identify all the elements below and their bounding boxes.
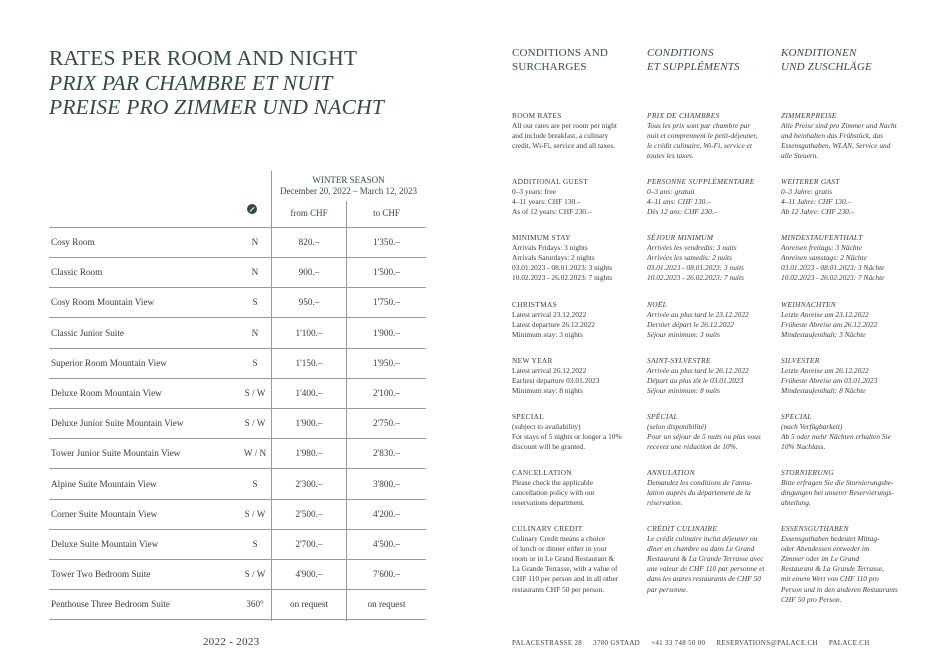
room-name: Corner Suite Mountain View bbox=[51, 508, 158, 519]
condition-text: (nach Verfügbarkeit) bbox=[781, 422, 843, 432]
condition-heading: STORNIERUNG bbox=[781, 468, 834, 477]
condition-text: Letzte Anreise am 23.12.2022 bbox=[781, 310, 869, 320]
year-label: 2022 - 2023 bbox=[203, 636, 260, 648]
price-from: 1'100.– bbox=[295, 327, 323, 338]
condition-block bbox=[647, 300, 771, 340]
condition-text: 03.01.2023 - 08.01.2023: 3 nuits bbox=[647, 263, 744, 273]
condition-text: Anreisen samstags: 2 Nächte bbox=[781, 253, 867, 263]
orientation: S / W bbox=[244, 508, 266, 519]
condition-heading: ZIMMERPREISE bbox=[781, 111, 837, 120]
condition-text: reservations department. bbox=[512, 498, 585, 508]
price-from: 2'500.– bbox=[295, 508, 323, 519]
orientation: N bbox=[251, 237, 259, 247]
orientation: S bbox=[252, 539, 258, 549]
footer-web: PALACE.CH bbox=[828, 639, 870, 647]
condition-heading: ANNULATION bbox=[647, 468, 695, 477]
condition-text: Arrivées les samedis: 2 nuits bbox=[647, 253, 732, 263]
price-to: 3'800.– bbox=[373, 478, 400, 489]
price-to: 1'900.– bbox=[373, 327, 400, 338]
condition-text: room or in Le Grand Restaurant & bbox=[512, 554, 615, 564]
condition-text: Arrivée au plus tard le 23.12.2022 bbox=[647, 310, 749, 320]
condition-text: Arrivée au plus tard le 26.12.2022 bbox=[647, 366, 749, 376]
condition-block bbox=[512, 524, 636, 595]
price-from: 2'300.– bbox=[295, 478, 323, 489]
price-to: 1'750.– bbox=[373, 297, 400, 308]
condition-text: Earliest departure 03.01.2023 bbox=[512, 376, 600, 386]
room-name: Classic Junior Suite bbox=[51, 327, 124, 338]
price-from: 1'400.– bbox=[295, 388, 323, 398]
condition-text: discount will be granted. bbox=[512, 442, 586, 452]
condition-block bbox=[781, 177, 905, 217]
table-row bbox=[49, 438, 426, 469]
condition-heading: SILVESTER bbox=[781, 356, 820, 365]
condition-text: For stays of 5 nights or longer a 10% bbox=[512, 432, 622, 442]
table-row bbox=[49, 287, 426, 318]
condition-text: Latest arrival 26.12.2022 bbox=[512, 366, 587, 376]
condition-text: Früheste Abreise am 26.12.2022 bbox=[781, 320, 878, 330]
condition-text: Pour un séjour de 5 nuits ou plus vous bbox=[647, 432, 761, 442]
orientation: N bbox=[251, 267, 259, 278]
condition-heading: SPECIAL bbox=[512, 412, 545, 421]
price-to: 2'750.– bbox=[373, 418, 400, 429]
condition-heading: SPÉCIAL bbox=[647, 412, 678, 421]
condition-text: réservation. bbox=[647, 498, 683, 508]
condition-text: As of 12 years: CHF 230.– bbox=[512, 207, 592, 217]
condition-text: and include breakfast, a culinary bbox=[512, 131, 609, 141]
condition-heading: MINDESTAUFENTHALT bbox=[781, 233, 863, 242]
room-name: Deluxe Junior Suite Mountain View bbox=[51, 418, 184, 429]
condition-heading: CANCELLATION bbox=[512, 468, 572, 477]
condition-text: Bitte erfragen Sie die Stornierungsbe- bbox=[781, 478, 894, 488]
price-to: 7'600.– bbox=[373, 569, 400, 580]
footer-email: RESERVATIONS@PALACE.CH bbox=[716, 639, 818, 647]
condition-text: und beinhalten das Frühstück, das bbox=[781, 131, 884, 141]
room-name: Cosy Room Mountain View bbox=[51, 297, 155, 308]
price-to: 1'500.– bbox=[373, 267, 400, 278]
condition-text: cancellation policy with our bbox=[512, 488, 595, 498]
condition-text: Arrivals Saturdays: 2 nights bbox=[512, 253, 595, 263]
footer bbox=[512, 639, 870, 647]
table-row bbox=[49, 469, 426, 500]
condition-heading: CRÉDIT CULINAIRE bbox=[647, 524, 718, 533]
condition-text: CHF 50 pro Person. bbox=[781, 594, 842, 604]
condition-heading: ROOM RATES bbox=[512, 111, 562, 120]
price-to: on request bbox=[367, 599, 406, 610]
condition-heading: NOËL bbox=[647, 300, 668, 309]
condition-text: Culinary Credit means a choice bbox=[512, 534, 606, 544]
condition-block bbox=[647, 468, 771, 508]
condition-text: Demandez les conditions de l'annu- bbox=[647, 478, 753, 488]
condition-text: une valeur de CHF 110 par personne et bbox=[647, 564, 765, 574]
price-to: 4'200.– bbox=[373, 508, 400, 519]
table-row bbox=[49, 499, 426, 530]
condition-text: credit, Wi-Fi, service and all taxes. bbox=[512, 141, 615, 151]
condition-text: Tous les prix sont par chambre par bbox=[647, 121, 751, 131]
table-row bbox=[49, 408, 426, 439]
table-row bbox=[49, 529, 426, 560]
condition-text: 0–3 Jahre: gratis bbox=[781, 187, 833, 197]
footer-street: PALACESTRASSE 28 bbox=[512, 639, 583, 647]
conditions-heading-fr bbox=[647, 46, 740, 74]
condition-text: La Grande Terrasse, with a value of bbox=[512, 564, 618, 574]
condition-text: 10% Nachlass. bbox=[781, 442, 826, 452]
price-to: 2'100.– bbox=[373, 388, 400, 398]
title-de: PREISE PRO ZIMMER UND NACHT bbox=[49, 95, 385, 119]
price-from: 820.– bbox=[298, 237, 320, 247]
condition-block bbox=[647, 233, 771, 283]
condition-block bbox=[512, 412, 636, 452]
condition-block bbox=[512, 300, 636, 340]
condition-text: Zimmer oder im Le Grand bbox=[781, 554, 860, 564]
footer-phone: +41 33 748 50 00 bbox=[651, 639, 706, 647]
condition-text: oder Abendessen entweder im bbox=[781, 544, 870, 554]
orientation: N bbox=[251, 327, 259, 338]
price-from: 2'700.– bbox=[295, 539, 323, 549]
season-dates: December 20, 2022 – March 12, 2023 bbox=[280, 186, 417, 196]
heading-line: CONDITIONS AND bbox=[512, 47, 608, 59]
condition-text: Essensguthaben bedeutet Mittag- bbox=[781, 534, 880, 544]
condition-text: dingungen bei unserer Reservierungs- bbox=[781, 488, 894, 498]
condition-text: Dès 12 ans: CHF 230.– bbox=[647, 207, 718, 217]
condition-text: nuit et comprennent le petit-déjeuner, bbox=[647, 131, 758, 141]
heading-line: KONDITIONEN bbox=[781, 47, 857, 59]
condition-text: Arrivals Fridays: 3 nights bbox=[512, 243, 588, 253]
condition-block bbox=[781, 233, 905, 283]
price-from: 1'900.– bbox=[295, 418, 323, 429]
condition-heading: PRIX DE CHAMBRES bbox=[647, 111, 720, 120]
condition-text: Le crédit culinaire inclut déjeuner ou bbox=[647, 534, 758, 544]
condition-heading: WEITERER GAST bbox=[781, 177, 840, 186]
condition-block bbox=[647, 524, 771, 595]
condition-text: par personne. bbox=[647, 584, 689, 594]
condition-heading: CHRISTMAS bbox=[512, 300, 558, 309]
conditions-heading-en bbox=[512, 46, 608, 74]
condition-text: lation auprès du département de la bbox=[647, 488, 751, 498]
condition-block bbox=[781, 412, 905, 452]
condition-text: Séjour minimum: 3 nuits bbox=[647, 330, 720, 340]
condition-text: 10.02.2023 - 26.02.2023: 7 Nächte bbox=[781, 273, 885, 283]
to-header: to CHF bbox=[373, 208, 400, 218]
condition-text: 10.02.2023 - 26.02.2023: 7 nuits bbox=[647, 273, 744, 283]
conditions-heading-de bbox=[781, 46, 872, 74]
condition-text: (subject to availability) bbox=[512, 422, 581, 432]
price-from: 1'980.– bbox=[295, 448, 323, 459]
season-label: WINTER SEASON bbox=[312, 175, 385, 185]
condition-heading: NEW YEAR bbox=[512, 356, 553, 365]
price-to: 1'950.– bbox=[373, 357, 400, 368]
price-from: 4'900.– bbox=[295, 569, 323, 580]
condition-text: mit einem Wert von CHF 110 pro bbox=[781, 574, 879, 584]
title-fr: PRIX PAR CHAMBRE ET NUIT bbox=[49, 70, 333, 95]
condition-text: Départ au plus tôt le 03.01.2023 bbox=[647, 376, 744, 386]
orientation: S / W bbox=[244, 418, 266, 429]
condition-text: restaurants CHF 50 per person. bbox=[512, 584, 605, 594]
condition-text: dans les autres restaurants de CHF 50 bbox=[647, 574, 762, 584]
condition-heading: SÉJOUR MINIMUM bbox=[647, 233, 714, 242]
condition-text: toutes les taxes. bbox=[647, 151, 694, 161]
condition-text: 4–11 ans: CHF 130.– bbox=[647, 197, 711, 207]
condition-block bbox=[512, 111, 636, 151]
condition-text: le crédit culinaire, Wi-Fi, service et bbox=[647, 141, 753, 151]
condition-block bbox=[647, 356, 771, 396]
condition-text: 0–3 years: free bbox=[512, 187, 556, 197]
table-row bbox=[49, 257, 426, 288]
condition-heading: ADDITIONAL GUEST bbox=[512, 177, 589, 186]
condition-text: Arrivées les vendredis: 3 nuits bbox=[647, 243, 737, 253]
orientation: S bbox=[252, 478, 258, 489]
heading-line: ET SUPPLÉMENTS bbox=[647, 61, 740, 73]
condition-text: Restaurant & La Grande Terrasse, bbox=[781, 564, 884, 574]
condition-block bbox=[647, 111, 771, 161]
room-name: Tower Two Bedroom Suite bbox=[51, 569, 151, 580]
condition-block bbox=[647, 412, 771, 452]
table-row bbox=[49, 559, 426, 590]
condition-text: 0–3 ans: gratuit bbox=[647, 187, 695, 197]
condition-heading: CULINARY CREDIT bbox=[512, 524, 583, 533]
condition-text: Ab 5 oder mehr Nächten erhalten Sie bbox=[781, 432, 891, 442]
heading-line: UND ZUSCHLÄGE bbox=[781, 61, 872, 73]
condition-text: CHF 110 per person and in all other bbox=[512, 574, 619, 584]
condition-text: 03.01.2023 - 08.01.2023: 3 nights bbox=[512, 263, 613, 273]
title-en: RATES PER ROOM AND NIGHT bbox=[49, 46, 358, 70]
price-from: 900.– bbox=[298, 267, 320, 278]
condition-block bbox=[781, 111, 905, 161]
orientation: S / W bbox=[244, 569, 266, 580]
condition-text: Anreisen freitags: 3 Nächte bbox=[781, 243, 862, 253]
room-name: Alpine Suite Mountain View bbox=[51, 478, 157, 489]
compass-icon bbox=[247, 204, 257, 214]
condition-text: Dernier départ le 26.12.2022 bbox=[647, 320, 734, 330]
condition-text: Minimum stay: 3 nights bbox=[512, 330, 583, 340]
page-title bbox=[49, 46, 384, 120]
price-to: 4'500.– bbox=[373, 539, 400, 549]
condition-block bbox=[781, 356, 905, 396]
table-row bbox=[49, 348, 426, 379]
condition-text: 4–11 Jahre: CHF 130.– bbox=[781, 197, 852, 207]
condition-heading: MINIMUM STAY bbox=[512, 233, 571, 242]
room-name: Classic Room bbox=[51, 267, 103, 278]
condition-text: Alle Preise sind pro Zimmer und Nacht bbox=[781, 121, 897, 131]
condition-text: Ab 12 Jahre: CHF 230.– bbox=[781, 207, 855, 217]
condition-block bbox=[781, 300, 905, 340]
table-row bbox=[49, 318, 426, 349]
condition-block bbox=[781, 468, 905, 508]
price-from: 1'150.– bbox=[295, 357, 323, 368]
condition-heading: WEIHNACHTEN bbox=[781, 300, 837, 309]
condition-text: of lunch or dinner either in your bbox=[512, 544, 607, 554]
season-header bbox=[272, 175, 425, 197]
heading-line: CONDITIONS bbox=[647, 47, 714, 59]
room-name: Superior Room Mountain View bbox=[51, 357, 167, 368]
condition-text: (selon disponibilité) bbox=[647, 422, 707, 432]
condition-block bbox=[647, 177, 771, 217]
room-name: Cosy Room bbox=[51, 237, 95, 247]
table-header bbox=[49, 197, 426, 228]
condition-text: 10.02.2023 - 26.02.2023: 7 nights bbox=[512, 273, 613, 283]
condition-text: abteilung. bbox=[781, 498, 811, 508]
condition-block bbox=[512, 233, 636, 283]
condition-text: Latest departure 26.12.2022 bbox=[512, 320, 595, 330]
room-name: Penthouse Three Bedroom Suite bbox=[51, 599, 170, 610]
price-from: on request bbox=[289, 599, 328, 610]
price-to: 2'830.– bbox=[373, 448, 400, 459]
condition-text: recevez une réduction de 10%. bbox=[647, 442, 738, 452]
condition-text: Mindestaufenthalt: 8 Nächte bbox=[781, 386, 866, 396]
condition-heading: SAINT-SYLVESTRE bbox=[647, 356, 711, 365]
condition-text: Früheste Abreise am 03.01.2023 bbox=[781, 376, 878, 386]
condition-block bbox=[781, 524, 905, 605]
orientation: S bbox=[252, 297, 258, 308]
condition-text: All our rates are per room per night bbox=[512, 121, 617, 131]
condition-text: Please check the applicable bbox=[512, 478, 594, 488]
condition-text: Mindestaufenthalt: 3 Nächte bbox=[781, 330, 866, 340]
condition-heading: SPECIAL bbox=[781, 412, 812, 421]
condition-heading: ESSENSGUTHABEN bbox=[781, 524, 849, 533]
condition-text: Latest arrival 23.12.2022 bbox=[512, 310, 587, 320]
orientation: 360° bbox=[246, 599, 264, 610]
orientation: W / N bbox=[243, 448, 267, 459]
condition-text: Minimum stay: 8 nights bbox=[512, 386, 583, 396]
orientation: S / W bbox=[244, 388, 266, 398]
table-row bbox=[49, 227, 426, 258]
condition-text: alle Steuern. bbox=[781, 151, 819, 161]
condition-text: 03.01.2023 - 08.01.2023: 3 Nächte bbox=[781, 263, 885, 273]
condition-heading: PERSONNE SUPPLÉMENTAIRE bbox=[647, 177, 755, 186]
footer-city: 3780 GSTAAD bbox=[593, 639, 641, 647]
condition-text: 4–11 years: CHF 130.– bbox=[512, 197, 581, 207]
table-row bbox=[49, 378, 426, 409]
condition-text: Letzte Anreise am 26.12.2022 bbox=[781, 366, 869, 376]
from-header: from CHF bbox=[290, 208, 328, 218]
condition-text: Séjour minimum: 8 nuits bbox=[647, 386, 720, 396]
orientation: S bbox=[252, 357, 258, 368]
price-to: 1'350.– bbox=[373, 237, 400, 247]
room-name: Deluxe Suite Mountain View bbox=[51, 539, 159, 549]
table-row bbox=[49, 589, 426, 620]
room-name: Tower Junior Suite Mountain View bbox=[51, 448, 181, 459]
condition-block bbox=[512, 468, 636, 508]
condition-block bbox=[512, 356, 636, 396]
condition-block bbox=[512, 177, 636, 217]
room-name: Deluxe Room Mountain View bbox=[51, 388, 162, 398]
condition-text: Restaurant & La Grande Terrasse avec bbox=[647, 554, 764, 564]
price-from: 950.– bbox=[298, 297, 320, 308]
condition-text: dîner en chambre ou dans Le Grand bbox=[647, 544, 755, 554]
condition-text: Person und in den anderen Restaurants bbox=[781, 584, 898, 594]
condition-text: Essensguthaben, WLAN, Service und bbox=[781, 141, 891, 151]
heading-line: SURCHARGES bbox=[512, 61, 587, 73]
